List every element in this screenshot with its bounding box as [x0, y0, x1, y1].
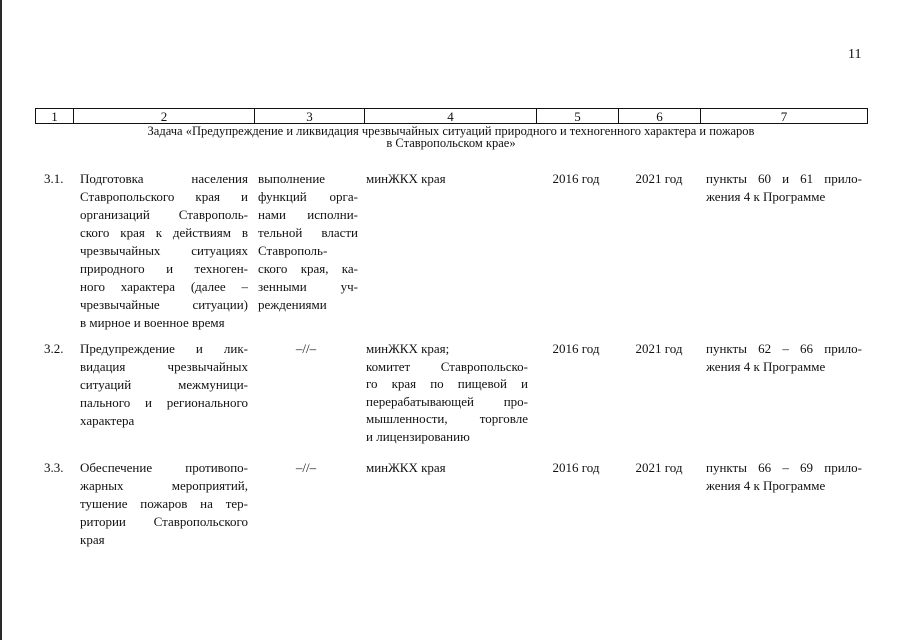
- executor-line: тельной власти: [258, 225, 358, 240]
- column-header-5: 5: [537, 109, 619, 124]
- page-number: 11: [848, 47, 862, 62]
- measure-name-line: Ставропольского края и: [80, 189, 248, 204]
- indicators-line: жения 4 к Программе: [706, 478, 826, 493]
- end-year: 2021 год: [635, 341, 683, 356]
- measure-name-line: пального и регионального: [80, 395, 248, 410]
- row-number: 3.1.: [44, 171, 64, 186]
- responsible-line: минЖКХ края: [366, 171, 446, 186]
- indicators-line: пункты 66 – 69 прило-: [706, 460, 862, 475]
- measure-name-line: ного характера (далее –: [80, 279, 248, 294]
- executor-line: Ставрополь-: [258, 243, 328, 258]
- end-year: 2021 год: [635, 460, 683, 475]
- indicators-reference: [706, 459, 862, 495]
- measure-name-line: тушение пожаров на тер-: [80, 496, 248, 511]
- measure-name-line: видация чрезвычайных: [80, 359, 248, 374]
- executor-same-as-above: –//–: [295, 460, 317, 475]
- measure-name-line: чрезвычайные ситуации): [80, 297, 248, 312]
- start-year: 2016 год: [552, 171, 600, 186]
- executor-same-as-above: –//–: [295, 341, 317, 356]
- indicators-line: жения 4 к Программе: [706, 189, 826, 204]
- row-number: 3.2.: [44, 341, 64, 356]
- executor-line: зенными уч-: [258, 279, 358, 294]
- measure-name-line: ритории Ставропольского: [80, 514, 248, 529]
- responsible-line: мышленности, торговле: [366, 411, 528, 426]
- responsible-executor: [366, 340, 528, 445]
- measure-name-line: организаций Ставрополь-: [80, 207, 248, 222]
- page-left-border: [0, 0, 2, 640]
- measure-name: [80, 170, 248, 332]
- executor-line: ского края, ка-: [258, 261, 358, 276]
- measure-name-line: края: [80, 532, 105, 547]
- column-header-7: 7: [701, 109, 868, 124]
- measure-name: [80, 459, 248, 549]
- indicators-line: жения 4 к Программе: [706, 359, 826, 374]
- responsible-executor: [366, 459, 528, 477]
- measure-name-line: ского края к действиям в: [80, 225, 248, 240]
- measure-name-line: чрезвычайных ситуациях: [80, 243, 248, 258]
- task-title-line-1: Задача «Предупреждение и ликвидация чрезвычайных ситуаций природного и техногенного характера и пожаров: [147, 124, 755, 138]
- measure-name-line: Обеспечение противопо-: [80, 460, 248, 475]
- task-title-line-2: в Ставропольском крае»: [386, 136, 516, 150]
- column-header-6: 6: [619, 109, 701, 124]
- indicators-line: пункты 60 и 61 прило-: [706, 171, 862, 186]
- measure-name-line: Подготовка населения: [80, 171, 248, 186]
- row-number: 3.3.: [44, 460, 64, 475]
- executor-type: [258, 170, 358, 314]
- responsible-line: минЖКХ края: [366, 460, 446, 475]
- responsible-executor: [366, 170, 528, 188]
- responsible-line: перерабатывающей про-: [366, 393, 528, 409]
- indicators-reference: [706, 170, 862, 206]
- end-year: 2021 год: [635, 171, 683, 186]
- column-header-1: 1: [36, 109, 74, 124]
- measure-name-line: жарных мероприятий,: [80, 478, 248, 493]
- responsible-line: и лицензированию: [366, 428, 470, 444]
- column-header-4: 4: [365, 109, 537, 124]
- indicators-reference: [706, 340, 862, 376]
- executor-line: реждениями: [258, 297, 327, 312]
- executor-line: нами исполни-: [258, 207, 358, 222]
- measure-name-line: в мирное и военное время: [80, 315, 225, 330]
- column-number-header: [35, 108, 868, 124]
- measure-name-line: Предупреждение и лик-: [80, 341, 248, 356]
- measure-name-line: природного и техноген-: [80, 261, 248, 276]
- responsible-line: минЖКХ края;: [366, 341, 450, 356]
- responsible-line: го края по пищевой и: [366, 376, 528, 391]
- responsible-line: комитет Ставропольско-: [366, 358, 528, 374]
- column-header-2: 2: [74, 109, 255, 124]
- measure-name-line: характера: [80, 413, 135, 428]
- measure-name: [80, 340, 248, 430]
- executor-line: выполнение: [258, 171, 326, 186]
- start-year: 2016 год: [552, 460, 600, 475]
- executor-line: функций орга-: [258, 189, 358, 204]
- start-year: 2016 год: [552, 341, 600, 356]
- column-header-3: 3: [255, 109, 365, 124]
- measure-name-line: ситуаций межмуници-: [80, 377, 248, 392]
- indicators-line: пункты 62 – 66 прило-: [706, 341, 862, 356]
- task-title: [35, 125, 867, 149]
